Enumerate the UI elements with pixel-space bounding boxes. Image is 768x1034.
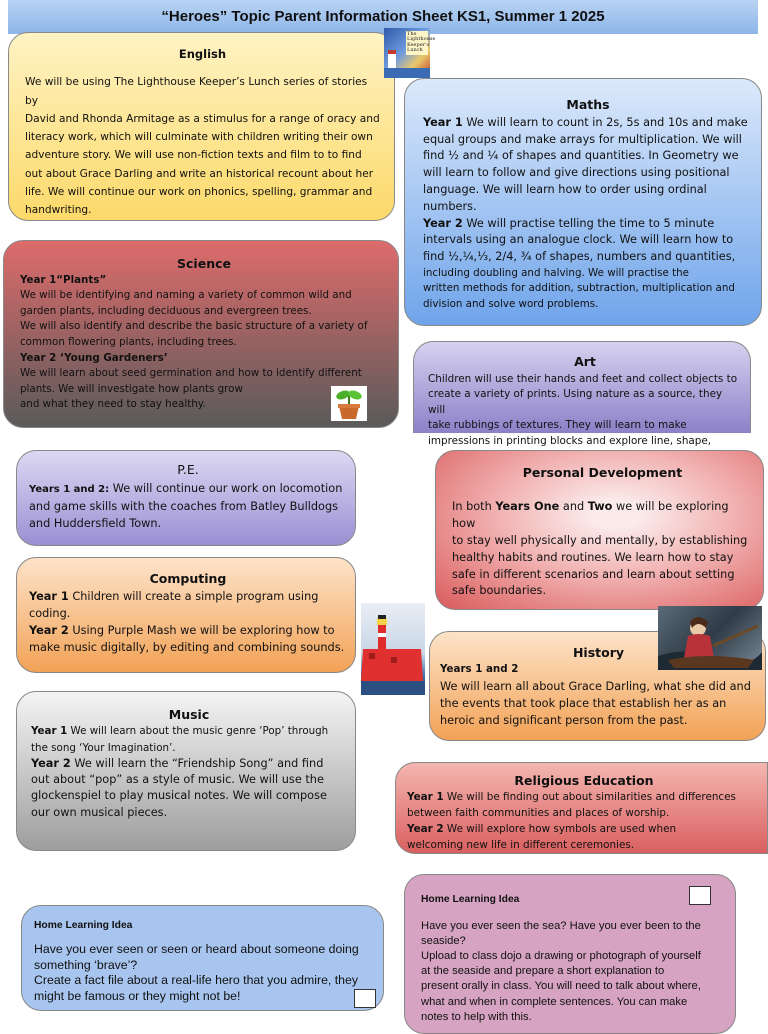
english-text-line: handwriting. [25, 204, 92, 217]
history-text-line: the events that took place that establish her as an [440, 697, 727, 710]
year-label: Years 1 and 2: [29, 484, 110, 495]
maths-text-line: find ½,¼,⅓, 2/4, ¾ of shapes, numbers and quantities, [423, 250, 736, 264]
science-text-line: We will also identify and describe the basic structure of a variety of [20, 320, 368, 333]
english-text-line: We will be using The Lighthouse Keeper’s Lunch series of stories by [25, 76, 368, 107]
science-text-line: garden plants, including deciduous and evergreen trees. [20, 304, 312, 317]
personal-text: we will be exploring how [452, 499, 729, 530]
book-cover-title-line: The [407, 31, 417, 37]
maths-text-line: We will learn to count in 2s, 5s and 10s and make [462, 115, 748, 129]
personal-text: and [559, 499, 588, 513]
re-text-line: between faith communities and places of worship. [407, 806, 670, 819]
home-learning-text-line: what and when in complete sentences. You can make [421, 995, 688, 1008]
music-title: Music [168, 707, 210, 722]
personal-text-line: safe in different scenarios and learn about setting [452, 567, 735, 581]
pe-panel [16, 450, 356, 546]
personal-text-line: safe boundaries. [452, 584, 547, 598]
pe-title: P.E. [177, 462, 199, 477]
history-text-line: heroic and significant person from the past. [440, 714, 688, 727]
maths-text-line: We will practise telling the time to 5 minute [462, 216, 715, 230]
re-text-line: welcoming new life in different ceremonies. [407, 838, 635, 851]
computing-text-line: Children will create a simple program using [68, 590, 319, 603]
science-title: Science [177, 256, 231, 271]
religious-education-panel [395, 762, 768, 854]
home-learning-hero-checkbox[interactable] [354, 989, 376, 1008]
lighthouse-image [361, 603, 425, 695]
home-learning-seaside-checkbox[interactable] [689, 886, 711, 905]
personal-development-panel [435, 450, 764, 610]
grace-darling-painting [658, 606, 762, 670]
english-text-line: life. We will continue our work on phonics, spelling, grammar and [25, 186, 373, 199]
music-text-line: our own musical pieces. [31, 805, 168, 819]
computing-title: Computing [149, 571, 227, 586]
home-learning-text-line: Create a fact file about a real-life hero that you admire, they [34, 973, 358, 988]
music-text-line: We will learn the “Friendship Song” and find [70, 756, 324, 770]
year-label: Year 1 [423, 115, 463, 129]
re-text-line: We will explore how symbols are used when [443, 822, 677, 835]
home-learning-text-line: Upload to class dojo a drawing or photograph of yourself [421, 950, 701, 963]
history-text-line: We will learn all about Grace Darling, what she did and [440, 680, 751, 693]
book-cover-image [384, 28, 436, 78]
home-learning-heading: Home Learning Idea [421, 894, 520, 905]
art-text-line: take rubbings of textures. They will learn to make [428, 419, 687, 432]
re-title: Religious Education [514, 773, 654, 788]
art-text-line: impressions in printing blocks and explore line, shape, [428, 434, 712, 447]
year-label: Years 1 and 2 [440, 663, 519, 675]
personal-development-title: Personal Development [522, 465, 683, 480]
personal-text-line: healthy habits and routines. We learn how to stay [452, 550, 734, 564]
home-learning-text-line: notes to help with this. [421, 1010, 532, 1023]
maths-text-line: written methods for addition, subtraction, multiplication and [423, 282, 735, 295]
maths-panel [404, 78, 762, 326]
computing-text-line: make music digitally, by editing and combining sounds. [29, 641, 345, 654]
year-label: Year 2 [407, 822, 444, 835]
music-text-line: the song ‘Your Imagination’. [31, 741, 176, 754]
music-panel [16, 691, 356, 851]
maths-text-line: intervals using an analogue clock. We will learn how to [423, 233, 734, 247]
maths-title: Maths [566, 97, 610, 112]
home-learning-text-line: at the seaside and prepare a short explanation to [421, 965, 665, 978]
home-learning-text-line: something ‘brave’? [34, 957, 138, 972]
year-label: Year 1 [407, 790, 444, 803]
maths-text-line: find ½ and ¼ of shapes and quantities. In Geometry we [423, 149, 739, 163]
maths-text-line: language. We will learn how to order using ordinal [423, 182, 707, 196]
year-heading: Year 1“Plants” [20, 273, 107, 286]
year-label: Years One [495, 499, 560, 513]
re-text-line: We will be finding out about similarities and differences [443, 790, 736, 803]
history-title: History [572, 645, 625, 660]
book-cover-title-line: Lighthouse [407, 36, 436, 43]
computing-panel [16, 557, 356, 673]
maths-text-line: including doubling and halving. We will practise the [423, 266, 689, 279]
english-text-line: out about Grace Darling and write an historical recount about her [25, 167, 374, 180]
science-text-line: common flowering plants, including trees. [20, 335, 237, 348]
english-text-line: literacy work, which will culminate with children writing their own [25, 131, 373, 144]
art-text-line: create a variety of prints. Using nature as a source, they will [428, 388, 723, 416]
art-panel [413, 341, 751, 447]
book-cover-title-line: Keeper's [407, 41, 430, 48]
science-text-line: and what they need to stay healthy. [20, 398, 206, 411]
music-text-line: glockenspiel to play musical notes. We will compose [31, 789, 327, 803]
art-text-line: Children will use their hands and feet and collect objects to [428, 372, 738, 385]
home-learning-text-line: present orally in class. You will need to talk about where, [421, 980, 701, 993]
maths-text-line: equal groups and make arrays for multiplication. We will [423, 132, 742, 146]
science-text-line: We will learn about seed germination and how to identify different [20, 367, 362, 380]
home-learning-text-line: might be famous or they might not be! [34, 988, 241, 1003]
year-label: Two [587, 499, 613, 513]
year-label: Year 2 [29, 624, 69, 637]
music-text-line: We will learn about the music genre ‘Pop’ through [67, 725, 329, 738]
music-text-line: out about “pop” as a style of music. We will use the [31, 773, 324, 787]
computing-text-line: coding. [29, 607, 71, 620]
page-title: “Heroes” Topic Parent Information Sheet KS1, Summer 1 2025 [8, 0, 758, 34]
maths-text-line: will learn to follow and give directions using positional [423, 166, 730, 180]
english-text-line: David and Rhonda Armitage as a stimulus for a range of oracy and [25, 112, 380, 125]
computing-text-line: Using Purple Mash we will be exploring how to [68, 624, 335, 637]
home-learning-text-line: Have you ever seen or seen or heard about someone doing [34, 942, 359, 957]
home-learning-text-line: Have you ever seen the sea? Have you ever been to the [421, 920, 701, 933]
pe-text-line: and game skills with the coaches from Batley Bulldogs [29, 500, 339, 513]
year-label: Year 2 [423, 216, 463, 230]
book-cover-title-line: Lunch [407, 47, 423, 54]
maths-text-line: division and solve word problems. [423, 297, 599, 310]
home-learning-panel-seaside [404, 874, 736, 1034]
pe-text-line: We will continue our work on locomotion [109, 482, 343, 495]
maths-text-line: numbers. [423, 199, 477, 213]
science-text-line: plants. We will investigate how plants grow [20, 382, 243, 395]
pe-text-line: and Huddersfield Town. [29, 517, 162, 530]
plant-pot-icon [331, 386, 367, 421]
english-panel [8, 32, 395, 221]
science-text-line: We will be identifying and naming a variety of common wild and [20, 289, 352, 302]
home-learning-text-line: seaside? [421, 935, 466, 948]
year-heading: Year 2 ‘Young Gardeners’ [20, 351, 168, 364]
home-learning-panel-hero [21, 905, 384, 1011]
year-label: Year 1 [31, 725, 68, 738]
year-label: Year 1 [29, 590, 69, 603]
year-label: Year 2 [31, 756, 71, 770]
english-text-line: adventure story. We will use non-fiction texts and film to to find [25, 149, 362, 162]
home-learning-heading: Home Learning Idea [34, 920, 133, 931]
art-title: Art [574, 354, 596, 369]
personal-text-line: to stay well physically and mentally, by establishing [452, 533, 748, 547]
english-title: English [178, 47, 227, 61]
personal-text: In both [452, 499, 496, 513]
